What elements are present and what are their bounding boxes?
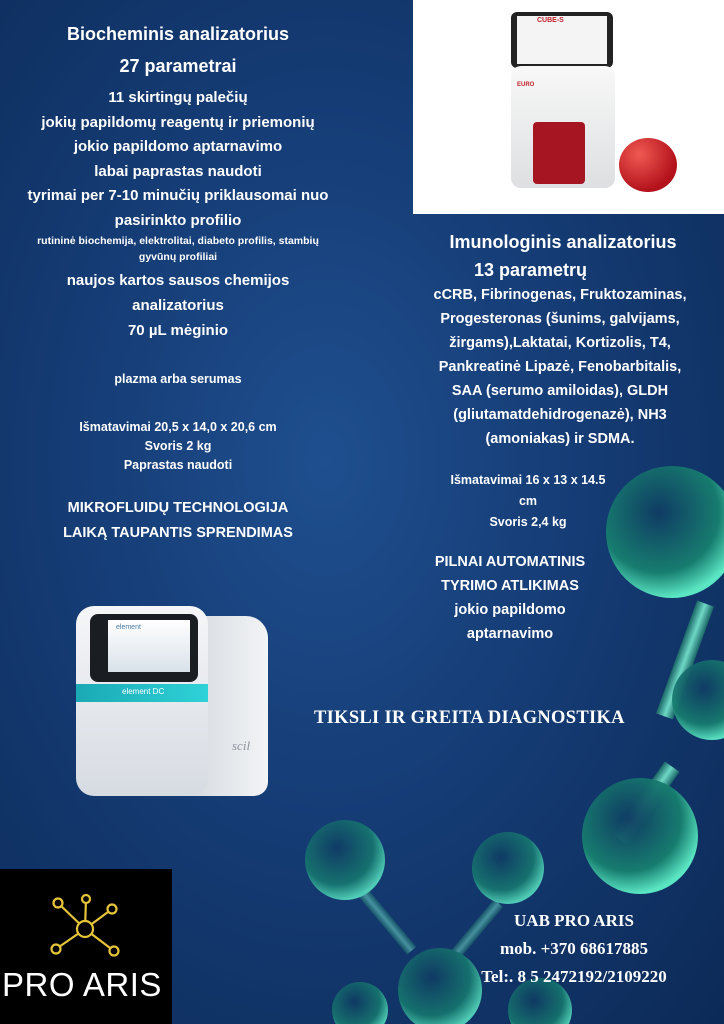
- left-profile-line: gyvūnų profiliai: [138, 251, 218, 263]
- left-feature-line: naujos kartos sausos chemijos: [66, 272, 290, 289]
- right-parameter-line: žirgams),Laktatai, Kortizolis, T4,: [449, 335, 671, 351]
- left-sample: plazma arba serumas: [114, 372, 242, 386]
- left-profiles: [0, 233, 356, 265]
- left-feature-line: 70 µL mėginio: [127, 322, 229, 339]
- left-feature-list: [0, 86, 356, 233]
- left-feature-line: 11 skirtingų palečių: [108, 89, 248, 106]
- tagline: TIKSLI IR GREITA DIAGNOSTIKA: [314, 708, 625, 728]
- contact-block: [455, 907, 693, 991]
- left-title: Biocheminis analizatorius: [66, 24, 290, 44]
- right-parameter-list: [410, 283, 710, 451]
- right-automation: [425, 550, 595, 646]
- left-feature-line: labai paprastas naudoti: [94, 162, 262, 180]
- right-parameter-line: SAA (serumo amiloidas), GLDH: [451, 383, 669, 399]
- cube-s-brand-label: EURO: [517, 82, 535, 88]
- left-spec-line: Išmatavimai 20,5 x 14,0 x 20,6 cm: [79, 420, 277, 434]
- device-maker-label: scil: [232, 738, 251, 753]
- right-auto-line: aptarnavimo: [466, 626, 554, 642]
- apple: [619, 138, 677, 192]
- right-parameter-line: (amoniakas) ir SDMA.: [485, 431, 635, 447]
- right-parameter-line: (gliutamatdehidrogenazė), NH3: [453, 407, 667, 423]
- mobile-number: mob. +370 68617885: [499, 939, 649, 958]
- pro-aris-logo: [0, 869, 172, 1024]
- cube-s-screen-label: CUBE-S: [537, 17, 564, 24]
- element-dc-device-image: [76, 606, 270, 796]
- left-specs: [0, 418, 356, 475]
- right-spec-line: Svoris 2,4 kg: [489, 515, 567, 529]
- left-feature-line: pasirinkto profilio: [114, 211, 242, 229]
- right-parameter-line: Pankreatinė Lipazė, Fenobarbitalis,: [438, 359, 682, 375]
- right-params: 13 parametrų: [474, 260, 588, 280]
- right-spec-line: cm: [518, 494, 538, 508]
- right-parameter-line: cCRB, Fibrinogenas, Fruktozaminas,: [433, 287, 687, 303]
- left-feature-line: analizatorius: [132, 297, 224, 314]
- company-name: UAB PRO ARIS: [514, 911, 634, 930]
- device-brand-label: element DC: [122, 687, 165, 696]
- device-screen-label: element: [116, 624, 141, 631]
- left-spec-line: Paprastas naudoti: [123, 458, 233, 472]
- right-title: Imunologinis analizatorius: [449, 232, 677, 252]
- phone-number: Tel:. 8 5 2472192/2109220: [481, 967, 667, 986]
- right-auto-line: PILNAI AUTOMATINIS: [434, 554, 586, 570]
- right-auto-line: TYRIMO ATLIKIMAS: [441, 578, 579, 594]
- left-profile-line: rutininė biochemija, elektrolitai, diabeto profilis, stambių: [37, 235, 319, 247]
- cube-s-product-photo: [413, 0, 724, 214]
- right-specs: [430, 470, 626, 533]
- left-feature-line: tyrimai per 7-10 minučių priklausomai nuo: [27, 187, 329, 204]
- left-tech-line: MIKROFLUIDŲ TECHNOLOGIJA: [67, 500, 289, 516]
- right-auto-line: jokio papildomo: [454, 602, 566, 618]
- right-spec-line: Išmatavimai 16 x 13 x 14.5: [450, 473, 606, 487]
- left-feature-list-2: [0, 268, 356, 343]
- left-feature-line: jokio papildomo aptarnavimo: [73, 138, 283, 155]
- left-technology: [0, 496, 356, 546]
- network-logo-icon: [48, 893, 122, 959]
- left-feature-line: jokių papildomų reagentų ir priemonių: [41, 113, 315, 131]
- right-parameter-line: Progesteronas (šunims, galvijams,: [440, 311, 680, 327]
- logo-text: PRO ARIS: [2, 966, 162, 1003]
- left-spec-line: Svoris 2 kg: [144, 439, 212, 453]
- left-params: 27 parametrai: [119, 56, 237, 76]
- left-tech-line: LAIKĄ TAUPANTIS SPRENDIMAS: [63, 525, 293, 541]
